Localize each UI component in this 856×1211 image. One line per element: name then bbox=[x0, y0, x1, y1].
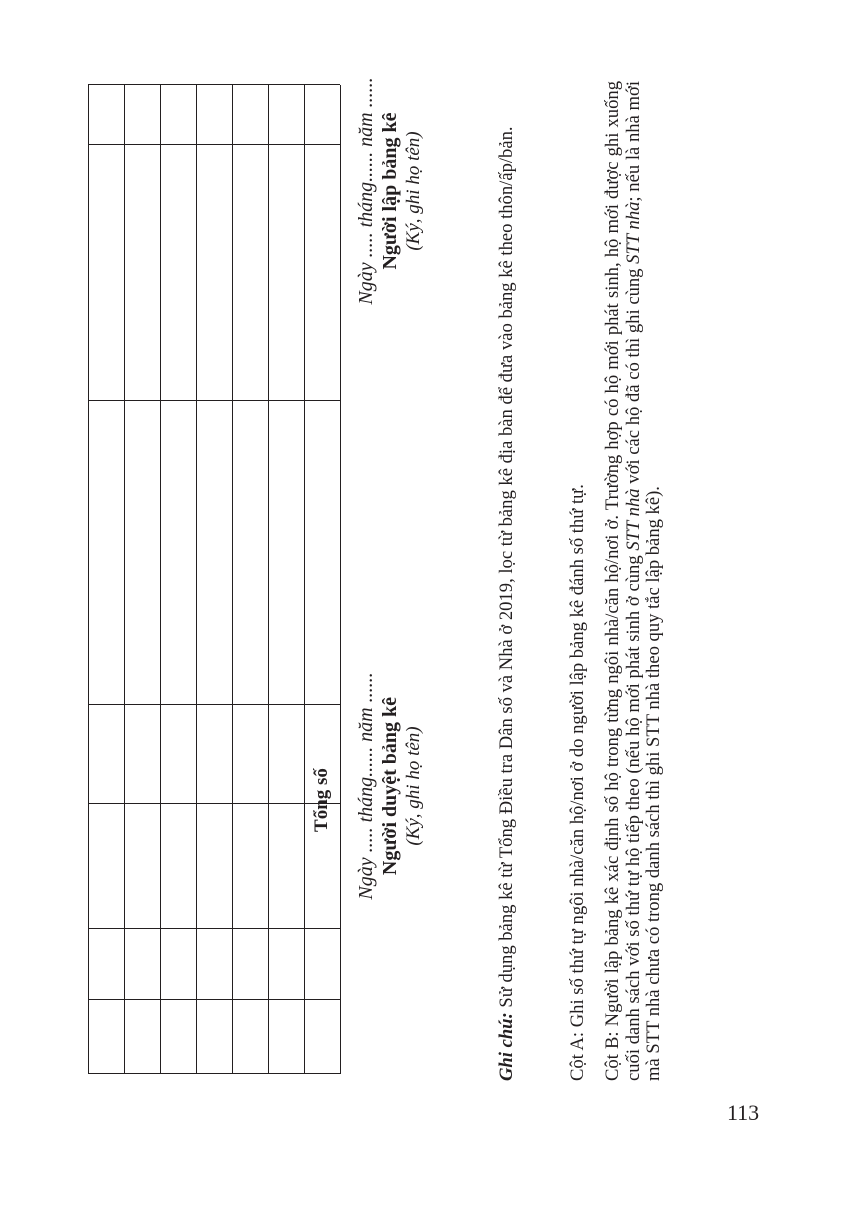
preparer-title: Người lập bảng kê bbox=[379, 112, 401, 270]
note-column-b-part1: Cột B: Người lập bảng kê xác định số hộ trong từng ngôi nhà/căn hộ/nơi ở. Trường hợp có hộ mới phát sinh, hộ mới được ghi xuống cuối danh sách với số thứ tự hộ tiếp theo (nếu hộ mới phát sinh ở cùng bbox=[602, 81, 644, 1081]
table-total-label: Tổng số bbox=[311, 768, 332, 832]
reviewer-title: Người duyệt bảng kê bbox=[379, 696, 401, 876]
preparer-sign-note: (Ký, ghi họ tên) bbox=[403, 131, 424, 251]
note-column-b bbox=[603, 81, 665, 1081]
note-column-b-part3: ; nếu là nhà mới mà STT nhà chưa có trong danh sách thì ghi STT nhà theo quy tắc lập bảng kê). bbox=[622, 81, 665, 1081]
notes-label: Ghi chú: bbox=[496, 1012, 517, 1081]
preparer-signature bbox=[354, 21, 426, 361]
note-column-b-stt-1: STT nhà bbox=[622, 488, 644, 551]
preparer-date-line: Ngày ..... tháng...... năm ...... bbox=[355, 77, 377, 305]
reviewer-signature bbox=[354, 616, 426, 956]
notes-intro bbox=[497, 81, 518, 1081]
page-number: 113 bbox=[727, 1100, 760, 1125]
note-column-b-part2: với các hộ đã có thì ghi cùng bbox=[622, 268, 644, 484]
reviewer-sign-note: (Ký, ghi họ tên) bbox=[403, 726, 424, 846]
reviewer-date-line: Ngày ..... tháng...... năm ...... bbox=[355, 672, 377, 900]
note-column-b-stt-2: STT nhà bbox=[622, 201, 644, 264]
note-column-a: Cột A: Ghi số thứ tự ngôi nhà/căn hộ/nơi ở do người lập bảng kê đánh số thứ tự. bbox=[567, 484, 588, 1081]
notes-intro-text: Sử dụng bảng kê từ Tổng Điều tra Dân số và Nhà ở 2019, lọc từ bảng kê địa bàn để đưa vào bảng kê theo thôn/ấp/bản. bbox=[496, 126, 517, 1008]
